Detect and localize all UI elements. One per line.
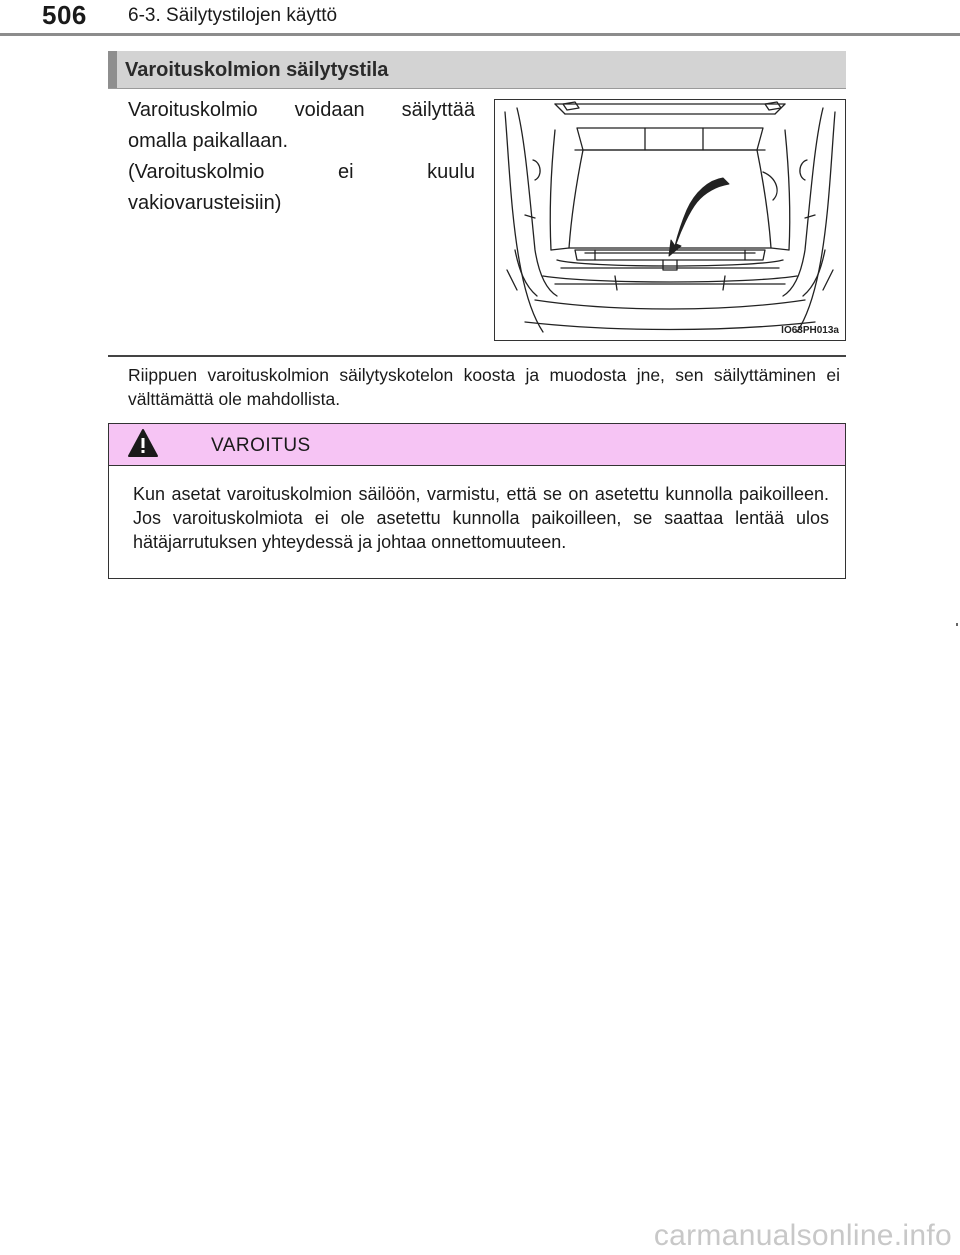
section-accent <box>108 51 117 88</box>
warning-text: Kun asetat varoituskolmion säilöön, varmistu, että se on asetettu kunnolla paikoilleen. Jos varoituskolmiota ei ole asetettu kunnolla paikoilleen, se saattaa lentää ulos hätäjarrutuksen yhteydessä ja johtaa onnettomuuteen. <box>133 484 829 552</box>
intro-text <box>128 95 475 219</box>
page-number: 506 <box>42 0 87 30</box>
edge-mark <box>956 623 958 626</box>
warning-header <box>109 424 845 466</box>
note-divider <box>108 355 846 357</box>
intro-line-2: (Varoituskolmio ei kuulu vakiovarusteisiin) <box>128 161 475 214</box>
header-rule <box>0 33 960 36</box>
chapter-title: 6-3. Säilytystilojen käyttö <box>128 5 338 26</box>
section-title: Varoituskolmion säilytystila <box>125 59 389 81</box>
warning-label: VAROITUS <box>211 435 311 456</box>
trunk-drawing <box>495 100 845 340</box>
trunk-illustration <box>494 99 846 341</box>
note-text <box>128 363 840 411</box>
note-paragraph: Riippuen varoituskolmion säilytyskotelon koosta ja muodosta jne, sen säilyttäminen ei välttämättä ole mahdollista. <box>128 365 840 409</box>
figure-code: IO63PH013a <box>781 325 839 336</box>
watermark: carmanualsonline.info <box>653 1219 952 1252</box>
intro-line-1: Varoituskolmio voidaan säilyttää omalla paikallaan. <box>128 99 475 152</box>
warning-box <box>108 423 846 579</box>
warning-triangle-icon <box>127 428 159 458</box>
section-header <box>108 51 846 89</box>
